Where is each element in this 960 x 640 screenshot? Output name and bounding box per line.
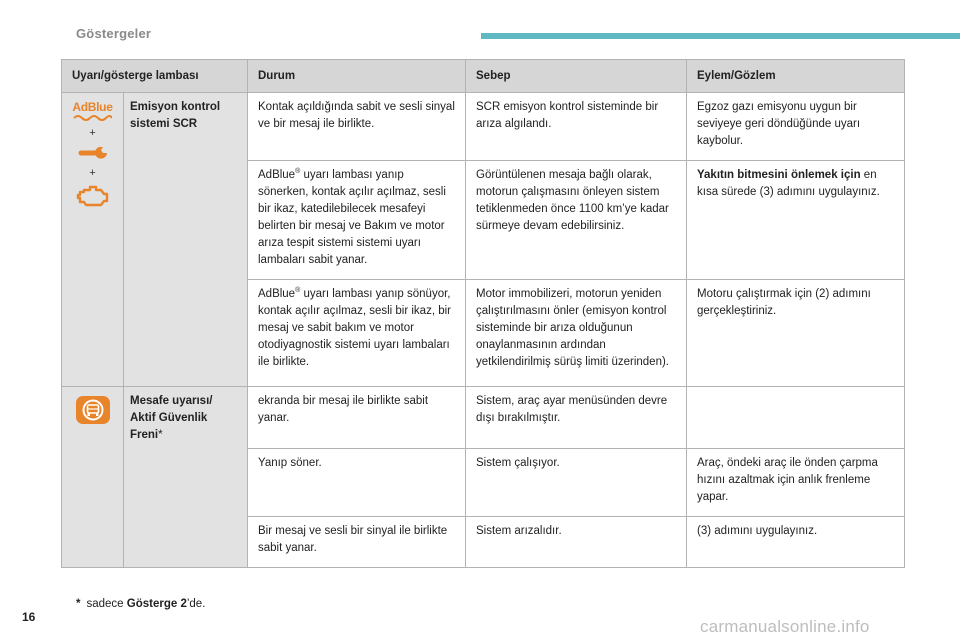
wrench-icon	[77, 144, 109, 162]
cell-eylem: Motoru çalıştırmak için (2) adımını gerçekleştiriniz.	[687, 280, 905, 387]
plus-sign: +	[89, 167, 96, 179]
cell-eylem: Egzoz gazı emisyonu uygun bir seviyeye geri döndüğünde uyarı kaybolur.	[687, 93, 905, 161]
header-accent-line	[481, 33, 960, 39]
scr-icons-cell	[62, 93, 124, 387]
col-header-sebep: Sebep	[466, 60, 687, 93]
cell-sebep: SCR emisyon kontrol sisteminde bir arıza algılandı.	[466, 93, 687, 161]
cell-durum: AdBlue® uyarı lambası yanıp sönüyor, kontak açılır açılmaz, sesli bir ikaz, bir mesaj ve sabit bakım ve motor otodiyagnostik sistemi uyarı lambaları ile birlikte.	[248, 280, 466, 387]
col-header-eylem: Eylem/Gözlem	[687, 60, 905, 93]
page-number: 16	[22, 610, 36, 624]
cell-sebep: Motor immobilizeri, motorun yeniden çalıştırılmasını önler (emisyon kontrol sisteminde bir arıza olduğunun onaylanmasının ardından yetkilendirilmiş sürüş limiti üzerinden).	[466, 280, 687, 387]
cell-durum: ekranda bir mesaj ile birlikte sabit yanar.	[248, 387, 466, 449]
cell-durum: AdBlue® uyarı lambası yanıp sönerken, kontak açılır açılmaz, sesli bir ikaz, katedilebilecek mesafeyi belirten bir mesaj ve Bakım ve motor arıza tespit sistemi sistemi uyarı lambaları sabit yanar.	[248, 161, 466, 280]
col-header-lamp: Uyarı/gösterge lambası	[62, 60, 248, 93]
cell-sebep: Görüntülenen mesaja bağlı olarak, motorun çalışmasını önleyen sistem tetiklenmeden önce 1100 km’ye kadar sürmeye devam edebilirsiniz.	[466, 161, 687, 280]
cell-eylem: Araç, öndeki araç ile önden çarpma hızını azaltmak için anlık frenleme yapar.	[687, 449, 905, 517]
engine-icon	[76, 184, 110, 208]
scr-name-cell: Emisyon kontrol sistemi SCR	[124, 93, 248, 387]
distance-alert-name-cell: Mesafe uyarısı/ Aktif Güvenlik Freni*	[124, 387, 248, 568]
table-header-row	[62, 60, 905, 93]
cell-eylem	[687, 387, 905, 449]
table-row	[62, 93, 905, 161]
section-title: Göstergeler	[76, 26, 152, 41]
footnote: * sadece Gösterge 2’de.	[76, 598, 206, 610]
cell-durum: Yanıp söner.	[248, 449, 466, 517]
cell-durum: Kontak açıldığında sabit ve sesli sinyal ve bir mesaj ile birlikte.	[248, 93, 466, 161]
plus-sign: +	[89, 127, 96, 139]
cell-durum: Bir mesaj ve sesli bir sinyal ile birlikte sabit yanar.	[248, 517, 466, 568]
cell-sebep: Sistem, araç ayar menüsünden devre dışı bırakılmıştır.	[466, 387, 687, 449]
cell-eylem: Yakıtın bitmesini önlemek için en kısa sürede (3) adımını uygulayınız.	[687, 161, 905, 280]
col-header-durum: Durum	[248, 60, 466, 93]
cell-sebep: Sistem çalışıyor.	[466, 449, 687, 517]
distance-alert-icon-cell	[62, 387, 124, 568]
table-row	[62, 387, 905, 449]
watermark-text: carmanualsonline.info	[700, 617, 870, 636]
cell-eylem: (3) adımını uygulayınız.	[687, 517, 905, 568]
cell-sebep: Sistem arızalıdır.	[466, 517, 687, 568]
adblue-icon: AdBlue	[72, 101, 112, 122]
warning-lamps-table	[61, 59, 905, 568]
collision-warning-icon	[75, 395, 111, 425]
